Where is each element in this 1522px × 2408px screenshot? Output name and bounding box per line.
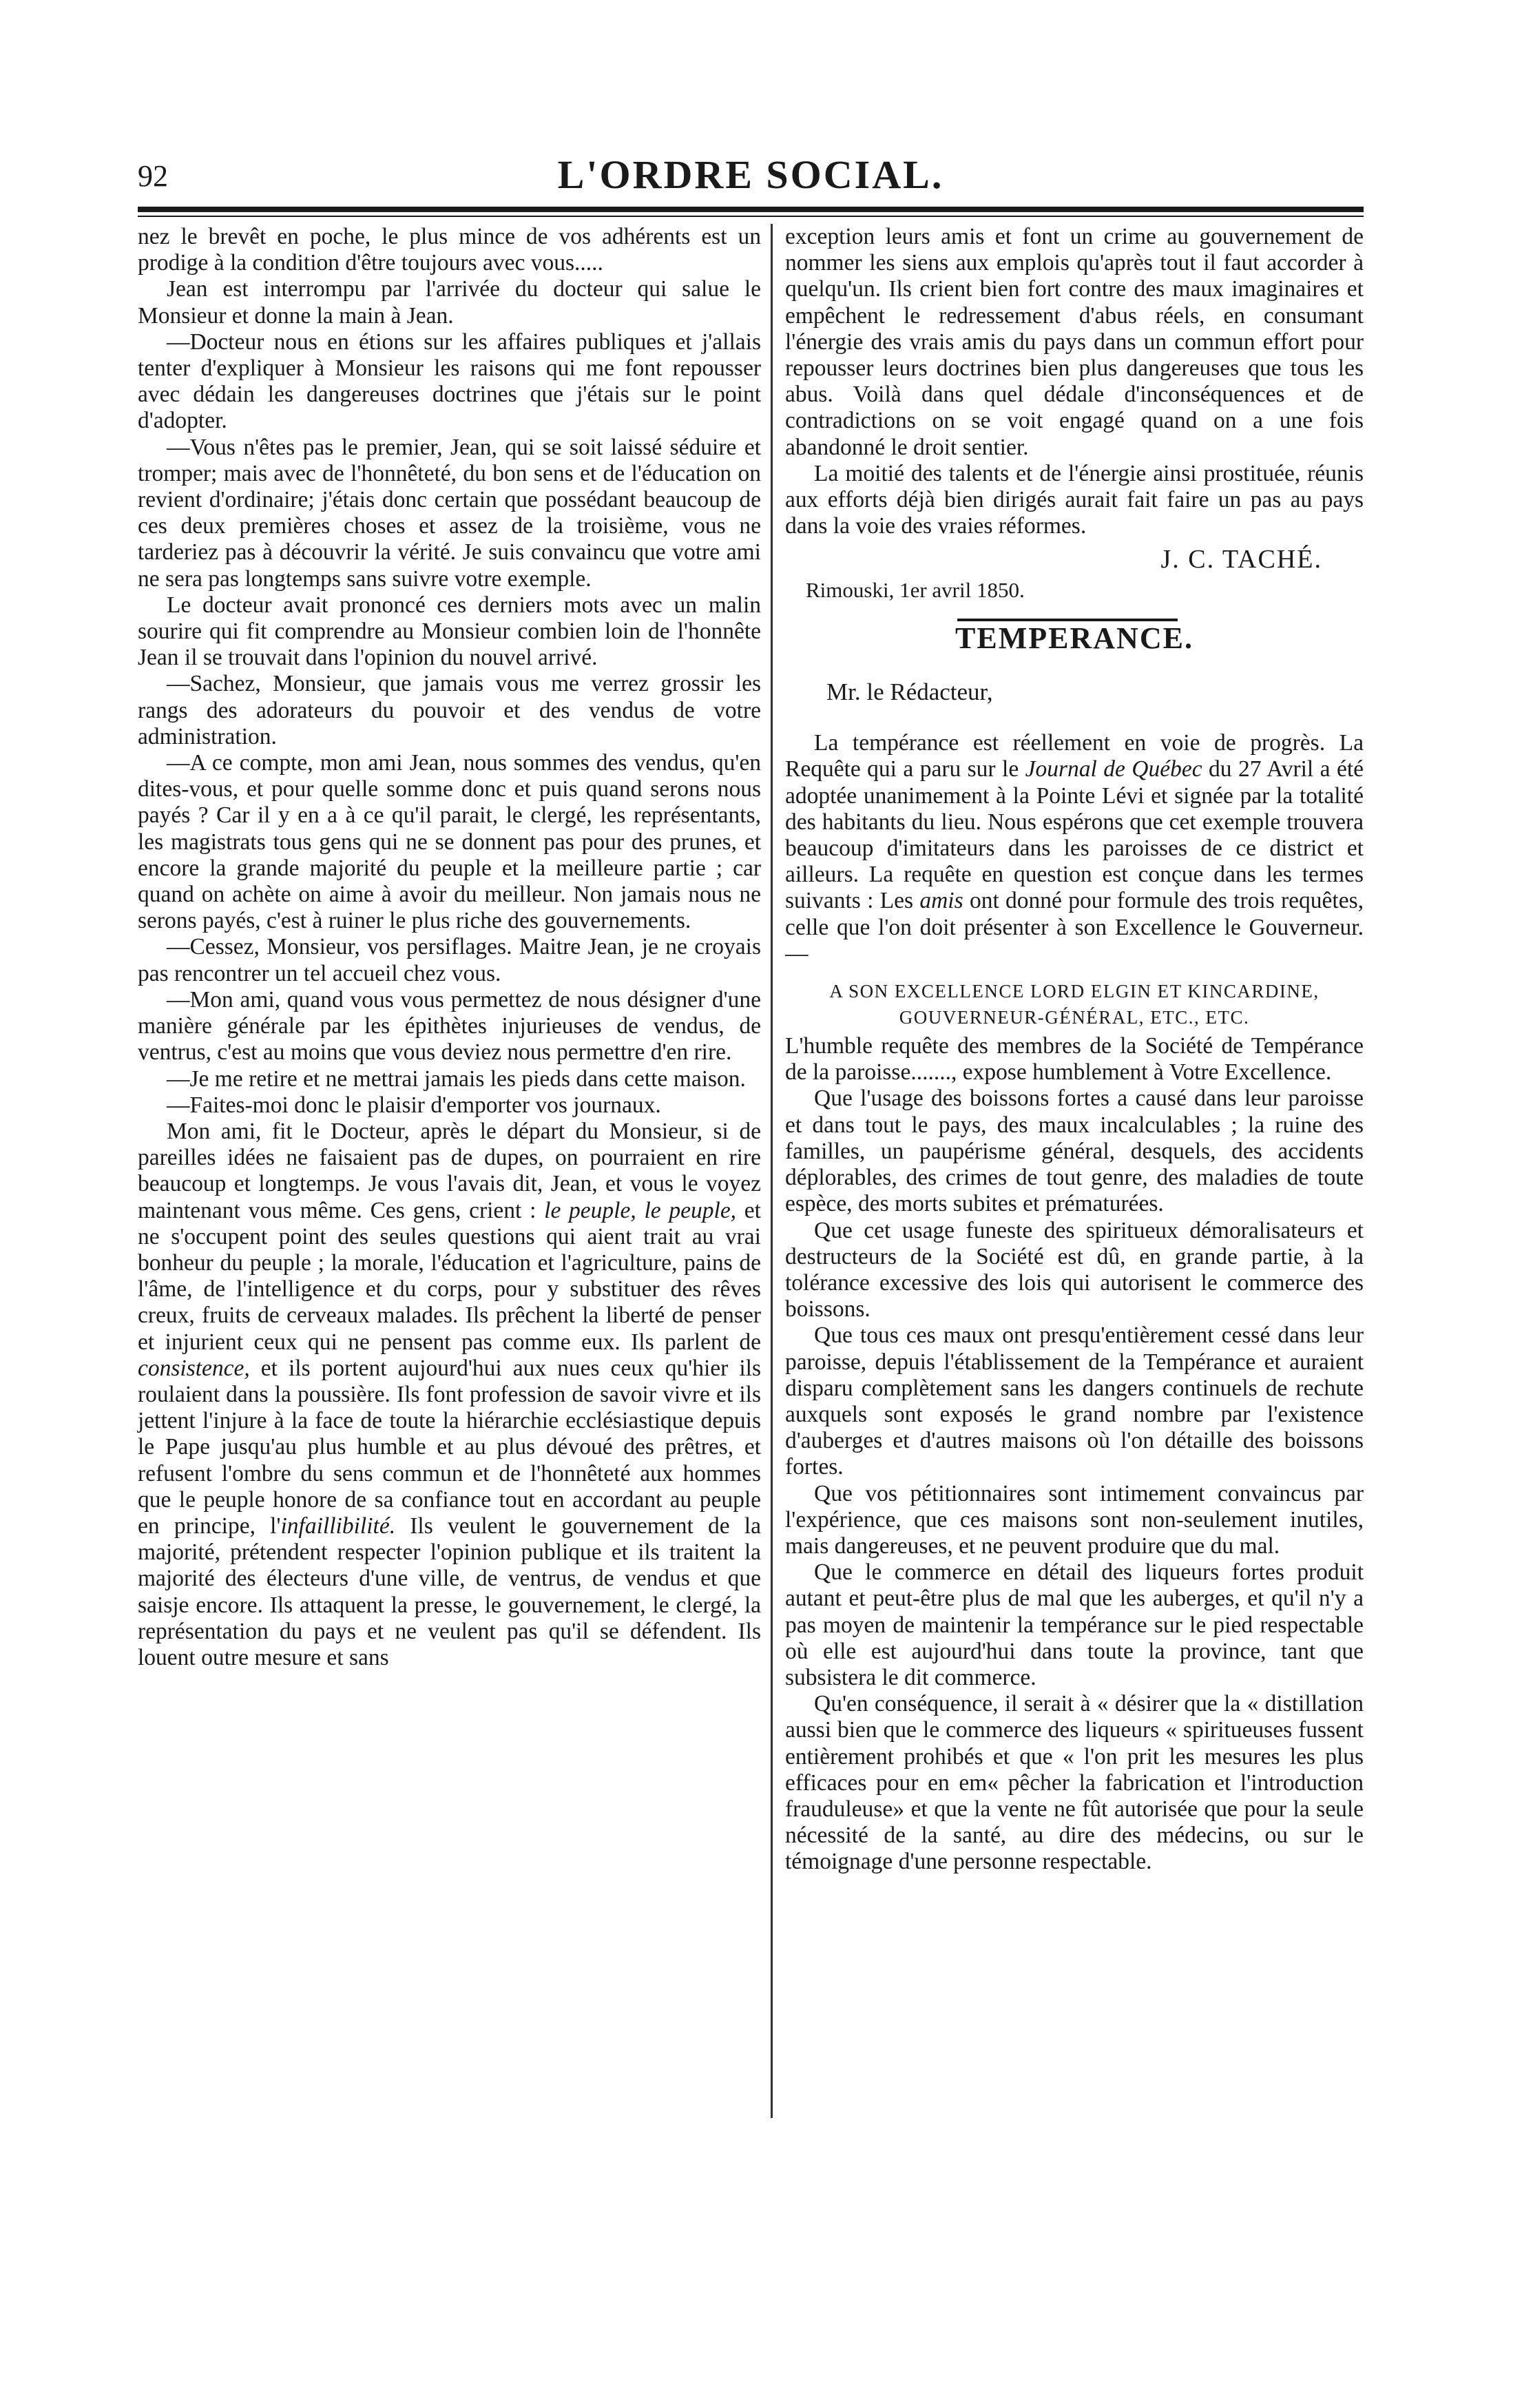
paragraph: La moitié des talents et de l'énergie ainsi prostituée, réunis aux efforts déjà bien dirigés aurait fait faire un pas au pays dans la voie des vraies réformes. (785, 460, 1364, 539)
temperance-intro-paragraph (785, 730, 1364, 967)
italic-run: infaillibilité. (280, 1513, 396, 1539)
author-signature: J. C. TACHÉ. (1160, 545, 1322, 574)
paragraph: —Cessez, Monsieur, vos persiflages. Maitre Jean, je ne croyais pas rencontrer un tel accueil chez vous. (138, 934, 761, 986)
paragraph: Que tous ces maux ont presqu'entièrement cessé dans leur paroisse, depuis l'établissement de la Tempérance et auraient disparu complètement sans les dangers continuels de rechute auxquels sont exposés le grand nombre par l'existence d'auberges et d'autres maisons où l'on détaille des boissons fortes. (785, 1322, 1364, 1480)
paragraph: L'humble requête des membres de la Société de Tempérance de la paroisse......., expose humblement à Votre Excellence. (785, 1033, 1364, 1086)
right-column (785, 224, 1364, 1876)
section-title: TEMPERANCE. (955, 621, 1193, 655)
paragraph: —Mon ami, quand vous vous permettez de nous désigner d'une manière générale par les épithètes injurieuses de vendus, de ventrus, c'est au moins que vous deviez nous permettre d'en rire. (138, 986, 761, 1066)
header-rule-thick (138, 207, 1364, 212)
paragraph: nez le brevêt en poche, le plus mince de vos adhérents est un prodige à la condition d'être toujours avec vous..... (138, 224, 761, 276)
page-header (138, 152, 1364, 200)
text-run: Mon ami, fit le Docteur, après le départ du Monsieur, si de pareilles idées ne faisaient pas de dupes, on pourraient en rire beaucoup et longtemps. Je vous l'avais dit, Jean, et vous le voyez maintenant vous même. Ces gens, crient : (138, 1118, 761, 1223)
text-run: du 27 Avril a été adoptée unanimement à la Pointe Lévi et signée par la totalité des habitants du lieu. Nous espérons que cet exemple trouvera beaucoup d'imitateurs dans les paroisses de ce district et ailleurs. La requête en question est conçue dans les termes suivants : Les (785, 756, 1364, 914)
paragraph: Que l'usage des boissons fortes a causé dans leur paroisse et dans tout le pays, des maux incalculables ; la ruine des familles, un paupérisme général, desquels, des accidents déplorables, des crimes de tout genre, des maladies de toute espèce, des morts subites et prématurées. (785, 1086, 1364, 1217)
paragraph: Que cet usage funeste des spiritueux démoralisateurs et destructeurs de la Société est dû, en grande partie, à la tolérance excessive des lois qui autorisent le commerce des boissons. (785, 1217, 1364, 1322)
paragraph: Le docteur avait prononcé ces derniers mots avec un malin sourire qui fit comprendre au Monsieur combien loin de l'honnête Jean il se trouvait dans l'opinion du nouvel arrivé. (138, 592, 761, 671)
italic-run: Journal de Québec (1025, 756, 1202, 782)
italic-run: amis (919, 888, 963, 914)
left-column (138, 224, 761, 1671)
address-line: GOUVERNEUR-GÉNÉRAL, ETC., ETC. (899, 1007, 1250, 1028)
text-run: et ils portent aujourd'hui aux nues ceux qu'hier ils roulaient dans la poussière. Ils font profession de savoir vivre et ils jettent l'injure à la face de toute la hiérarchie ecclésiastique depuis le Pape jusqu'au plus humble et au plus dévoué des prêtres, et refusent l'ombre du sens commun et de l'honnêteté aux hommes que le peuple honore de sa confiance tout en accordant au peuple en principe, l' (138, 1355, 761, 1539)
dateline: Rimouski, 1er avril 1850. (806, 577, 1025, 602)
italic-run: le peuple, le peuple, (544, 1197, 737, 1223)
paragraph: —Sachez, Monsieur, que jamais vous me verrez grossir les rangs des adorateurs du pouvoir et des vendus de votre administration. (138, 671, 761, 749)
paragraph: —Docteur nous en étions sur les affaires publiques et j'allais tenter d'expliquer à Monsieur les raisons qui me font repousser avec dédain les dangereuses doctrines que j'étais sur le point d'adopter. (138, 329, 761, 434)
paragraph: —Faites-moi donc le plaisir d'emporter vos journaux. (167, 1092, 661, 1118)
running-title: L'ORDRE SOCIAL. (557, 152, 944, 197)
page-number: 92 (138, 159, 168, 193)
salutation: Mr. le Rédacteur, (826, 678, 993, 706)
text-run: Ils veulent le gouvernement de la majorité, prétendent respecter l'opinion publique et ils traitent la majorité des électeurs d'une ville, de ventrus, de vendus et que saisje encore. Ils attaquent la presse, le gouvernement, le clergé, la représentation du pays et ne veulent pas qu'il se défendent. Ils louent outre mesure et sans (138, 1513, 761, 1670)
italic-run: consistence, (138, 1355, 250, 1381)
paragraph: —A ce compte, mon ami Jean, nous sommes des vendus, qu'en dites-vous, et pour quelle somme donc et puis quand serons nous payés ? Car il y en a à ce qu'il parait, le clergé, les représentants, les magistrats tous gens qui ne se donnent pas pour des prunes, et encore la grande majorité du peuple et la meilleure partie ; car quand on achète on aime à avoir du meilleur. Non jamais nous ne serons payés, c'est à ruiner le plus riche des gouvernements. (138, 750, 761, 934)
paragraph: Que le commerce en détail des liqueurs fortes produit autant et peut-être plus de mal que les auberges, et qu'il n'y a pas moyen de maintenir la tempérance sur le pied respectable où elle est aujourd'hui dans toute la province, tant que subsistera le dit commerce. (785, 1559, 1364, 1690)
paragraph: exception leurs amis et font un crime au gouvernement de nommer les siens aux emplois qu'après tout il faut accorder à quelqu'un. Ils crient bien fort contre des maux imaginaires et empêchent le redressement d'abus réels, en consumant l'énergie des vrais amis du pays dans un commun effort pour repousser leurs doctrines bien plus dangereuses que tous les abus. Voilà dans quel dédale d'inconséquences et de contradictions on se voit engagé quand on a une fois abandonné le droit sentier. (785, 224, 1364, 460)
paragraph: Jean est interrompu par l'arrivée du docteur qui salue le Monsieur et donne la main à Jean. (138, 276, 761, 329)
paragraph: —Je me retire et ne mettrai jamais les pieds dans cette maison. (167, 1066, 746, 1092)
petition-address (785, 978, 1364, 1030)
text-run: La tempérance est réellement en voie de progrès. La Requête qui a paru sur le (785, 730, 1364, 782)
doctor-speech-paragraph (138, 1119, 761, 1671)
column-divider (771, 224, 773, 2118)
text-run: ont donné pour formule des trois requêtes, celle que l'on doit présenter à son Excellence le Gouverneur.— (785, 888, 1364, 966)
paragraph: —Vous n'êtes pas le premier, Jean, qui se soit laissé séduire et tromper; mais avec de l'honnêteté, du bon sens et de l'éducation on revient d'ordinaire; j'étais donc certain que possédant beaucoup de ces deux premières choses et assez de la troisième, vous ne tarderiez pas à découvrir la vérité. Je suis convaincu que votre ami ne sera pas longtemps sans suivre votre exemple. (138, 434, 761, 592)
text-run: et ne s'occupent point des seules questions qui aient trait au vrai bonheur du peuple ; la morale, l'éducation et l'agriculture, pains de l'âme, de l'intelligence et du corps, pour y substituer des rêves creux, fruits de cerveaux malades. Ils prêchent la liberté de penser et injurient ceux qui ne pensent pas comme eux. Ils parlent de (138, 1197, 761, 1355)
header-rule-thin (138, 216, 1364, 217)
paragraph: Que vos pétitionnaires sont intimement convaincus par l'expérience, que ces maisons sont non-seulement inutiles, mais dangereuses, et ne peuvent produire que du mal. (785, 1480, 1364, 1559)
address-line: A SON EXCELLENCE LORD ELGIN ET KINCARDINE, (829, 981, 1320, 1002)
paragraph: Qu'en conséquence, il serait à « désirer que la « distillation aussi bien que le commerce des liqueurs « spiritueuses fussent entièrement prohibés et que « l'on prit les mesures les plus efficaces pour en em« pêcher la fabrication et l'introduction frauduleuse» et que la vente ne fût autorisée que pour la seule nécessité de la santé, au dire des médecins, ou sur le témoignage d'une personne respectable. (785, 1691, 1364, 1875)
